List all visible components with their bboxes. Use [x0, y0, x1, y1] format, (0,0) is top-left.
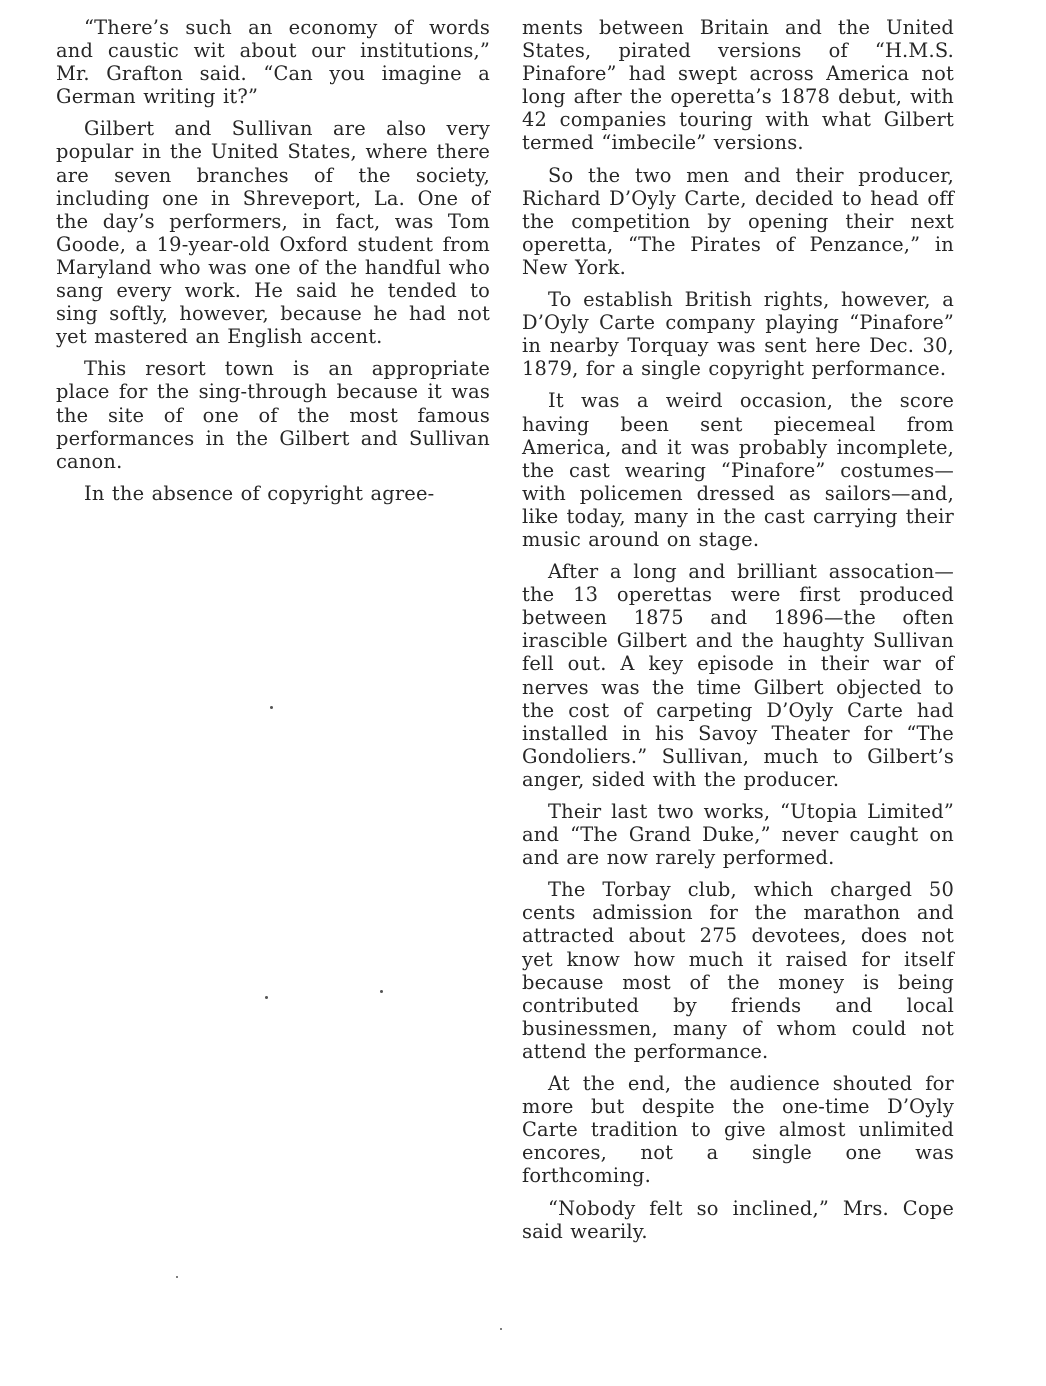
paragraph: So the two men and their producer, Richard D’Oyly Carte, decided to head off the competition by opening their next operetta, “The Pirates of Penzance,” in New York.: [522, 163, 954, 279]
paragraph: Their last two works, “Utopia Limited” and “The Grand Duke,” never caught on and are now rarely performed.: [522, 800, 954, 870]
paragraph: “There’s such an economy of words and caustic wit about our institutions,” Mr. Grafton said. “Can you imagine a German writing it?”: [56, 16, 490, 109]
paragraph: The Torbay club, which charged 50 cents admission for the marathon and attracted about 275 devotees, does not yet know how much it raised for itself because most of the money is being contributed by friends and local businessmen, many of whom could not attend the performance.: [522, 878, 954, 1063]
paragraph: Gilbert and Sullivan are also very popular in the United States, where there are seven branches of the society, including one in Shreveport, La. One of the day’s performers, in fact, was Tom Goode, a 19-year-old Oxford student from Maryland who was one of the handful who sang every work. He said he tended to sing softly, however, because he had not yet mastered an English accent.: [56, 117, 490, 349]
scan-speck: [270, 706, 273, 709]
paragraph: To establish British rights, however, a D’Oyly Carte company playing “Pinafore” in nearby Torquay was sent here Dec. 30, 1879, for a single copyright performance.: [522, 288, 954, 381]
paragraph-continued: ments between Britain and the United States, pirated versions of “H.M.S. Pinafore” had swept across America not long after the operetta’s 1878 debut, with 42 companies touring with what Gilbert termed “imbecile” versions.: [522, 16, 954, 155]
paragraph: This resort town is an appropriate place for the sing-through because it was the site of one of the most famous performances in the Gilbert and Sullivan canon.: [56, 357, 490, 473]
paragraph: “Nobody felt so inclined,” Mrs. Cope said wearily.: [522, 1196, 954, 1243]
scan-speck: [380, 990, 383, 993]
scan-speck: [265, 996, 268, 999]
paragraph: At the end, the audience shouted for more but despite the one-time D’Oyly Carte tradition to give almost unlimited encores, not a single one was forthcoming.: [522, 1072, 954, 1188]
paragraph: After a long and brilliant assocation—the 13 operettas were first produced between 1875 and 1896—the often irascible Gilbert and the haughty Sullivan fell out. A key episode in their war of nerves was the time Gilbert objected to the cost of carpeting D’Oyly Carte had installed in his Savoy Theater for “The Gondoliers.” Sullivan, much to Gilbert’s anger, sided with the producer.: [522, 560, 954, 791]
scan-speck: [500, 1328, 502, 1330]
paragraph: It was a weird occasion, the score having been sent piecemeal from America, and it was probably incomplete, the cast wearing “Pinafore” costumes—with policemen dressed as sailors—and, like today, many in the cast carrying their music around on stage.: [522, 389, 954, 551]
article-column-left: [56, 16, 490, 514]
scan-speck: [176, 1276, 178, 1278]
article-column-right: [522, 16, 954, 1252]
paragraph: In the absence of copyright agree-: [84, 481, 435, 505]
